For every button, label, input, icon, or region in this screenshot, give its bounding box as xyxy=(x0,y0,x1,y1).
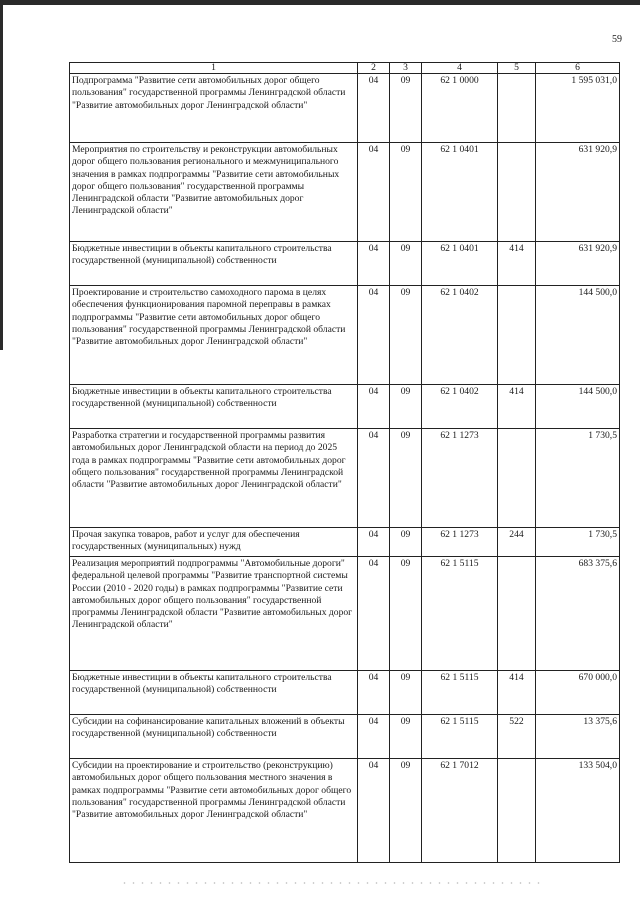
row-expense-type: 414 xyxy=(498,242,536,286)
table-row xyxy=(70,385,620,429)
row-name: Бюджетные инвестиции в объекты капитального строительства государственной (муниципальной) собственности xyxy=(70,671,358,715)
row-target-code: 62 1 0401 xyxy=(422,143,498,242)
row-subsection: 09 xyxy=(390,528,422,557)
header-col-6: 6 xyxy=(536,63,620,74)
row-target-code: 62 1 5115 xyxy=(422,671,498,715)
row-name: Реализация мероприятий подпрограммы "Автомобильные дороги" федеральной целевой программы "Развитие транспортной системы России (2010 - 2020 годы) в рамках подпрограммы "Развитие сети автомобильных дорог общего пользования" государственной программы Ленинградской области "Развитие автомобильных дорог Ленинградской области" xyxy=(70,557,358,671)
table-row xyxy=(70,557,620,671)
row-amount: 144 500,0 xyxy=(536,385,620,429)
row-expense-type: 414 xyxy=(498,671,536,715)
row-amount: 683 375,6 xyxy=(536,557,620,671)
row-name: Бюджетные инвестиции в объекты капитального строительства государственной (муниципальной) собственности xyxy=(70,385,358,429)
row-name: Подпрограмма "Развитие сети автомобильных дорог общего пользования" государственной программы Ленинградской области "Развитие автомобильных дорог Ленинградской области" xyxy=(70,74,358,143)
header-col-4: 4 xyxy=(422,63,498,74)
row-section: 04 xyxy=(358,385,390,429)
row-expense-type xyxy=(498,429,536,528)
row-target-code: 62 1 0000 xyxy=(422,74,498,143)
row-section: 04 xyxy=(358,671,390,715)
row-amount: 133 504,0 xyxy=(536,759,620,863)
row-section: 04 xyxy=(358,429,390,528)
row-section: 04 xyxy=(358,715,390,759)
row-name: Субсидии на софинансирование капитальных вложений в объекты государственной (муниципальной) собственности xyxy=(70,715,358,759)
scan-edge-top xyxy=(0,0,640,5)
row-section: 04 xyxy=(358,759,390,863)
table-row xyxy=(70,143,620,242)
table-header-row xyxy=(70,63,620,74)
table-row xyxy=(70,74,620,143)
table-row xyxy=(70,286,620,385)
table-row xyxy=(70,429,620,528)
row-name: Прочая закупка товаров, работ и услуг для обеспечения государственных (муниципальных) нужд xyxy=(70,528,358,557)
row-section: 04 xyxy=(358,528,390,557)
row-expense-type xyxy=(498,286,536,385)
budget-table xyxy=(69,62,620,863)
row-name: Мероприятия по строительству и реконструкции автомобильных дорог общего пользования регионального и межмуниципального значения в рамках подпрограммы "Развитие сети автомобильных дорог общего пользования" государственной программы Ленинградской области "Развитие автомобильных дорог Ленинградской области" xyxy=(70,143,358,242)
row-subsection: 09 xyxy=(390,74,422,143)
row-subsection: 09 xyxy=(390,385,422,429)
row-amount: 670 000,0 xyxy=(536,671,620,715)
row-amount: 1 730,5 xyxy=(536,528,620,557)
row-target-code: 62 1 7012 xyxy=(422,759,498,863)
row-section: 04 xyxy=(358,74,390,143)
row-amount: 631 920,9 xyxy=(536,143,620,242)
row-amount: 144 500,0 xyxy=(536,286,620,385)
table-row xyxy=(70,715,620,759)
table-row xyxy=(70,528,620,557)
row-target-code: 62 1 0402 xyxy=(422,286,498,385)
row-amount: 13 375,6 xyxy=(536,715,620,759)
row-amount: 1 595 031,0 xyxy=(536,74,620,143)
row-subsection: 09 xyxy=(390,242,422,286)
row-section: 04 xyxy=(358,286,390,385)
page-number: 59 xyxy=(612,34,622,45)
row-expense-type xyxy=(498,74,536,143)
header-col-5: 5 xyxy=(498,63,536,74)
table-row xyxy=(70,242,620,286)
header-col-2: 2 xyxy=(358,63,390,74)
row-name: Бюджетные инвестиции в объекты капитального строительства государственной (муниципальной) собственности xyxy=(70,242,358,286)
scan-edge-left xyxy=(0,5,3,350)
row-name: Разработка стратегии и государственной программы развития автомобильных дорог Ленинградской области на период до 2025 года в рамках подпрограммы "Развитие сети автомобильных дорог общего пользования" государственной программы Ленинградской области "Развитие автомобильных дорог Ленинградской области" xyxy=(70,429,358,528)
row-subsection: 09 xyxy=(390,557,422,671)
row-section: 04 xyxy=(358,143,390,242)
row-amount: 1 730,5 xyxy=(536,429,620,528)
row-expense-type: 414 xyxy=(498,385,536,429)
row-target-code: 62 1 5115 xyxy=(422,557,498,671)
row-subsection: 09 xyxy=(390,671,422,715)
row-section: 04 xyxy=(358,242,390,286)
row-subsection: 09 xyxy=(390,429,422,528)
row-subsection: 09 xyxy=(390,759,422,863)
row-amount: 631 920,9 xyxy=(536,242,620,286)
row-target-code: 62 1 1273 xyxy=(422,528,498,557)
row-target-code: 62 1 5115 xyxy=(422,715,498,759)
row-target-code: 62 1 1273 xyxy=(422,429,498,528)
row-expense-type: 522 xyxy=(498,715,536,759)
header-col-1: 1 xyxy=(70,63,358,74)
row-subsection: 09 xyxy=(390,143,422,242)
row-expense-type xyxy=(498,759,536,863)
header-col-3: 3 xyxy=(390,63,422,74)
row-expense-type xyxy=(498,557,536,671)
row-name: Субсидии на проектирование и строительство (реконструкцию) автомобильных дорог общего пользования местного значения в рамках подпрограммы "Развитие сети автомобильных дорог общего пользования" государственной программы Ленинградской области "Развитие автомобильных дорог Ленинградской области" xyxy=(70,759,358,863)
row-section: 04 xyxy=(358,557,390,671)
row-target-code: 62 1 0402 xyxy=(422,385,498,429)
row-subsection: 09 xyxy=(390,715,422,759)
row-target-code: 62 1 0401 xyxy=(422,242,498,286)
row-subsection: 09 xyxy=(390,286,422,385)
row-name: Проектирование и строительство самоходного парома в целях обеспечения функционирования паромной переправы в рамках подпрограммы "Развитие сети автомобильных дорог общего пользования" государственной программы Ленинградской области "Развитие автомобильных дорог Ленинградской области" xyxy=(70,286,358,385)
scan-noise-dots xyxy=(120,880,540,886)
table-row xyxy=(70,759,620,863)
row-expense-type xyxy=(498,143,536,242)
table-row xyxy=(70,671,620,715)
row-expense-type: 244 xyxy=(498,528,536,557)
